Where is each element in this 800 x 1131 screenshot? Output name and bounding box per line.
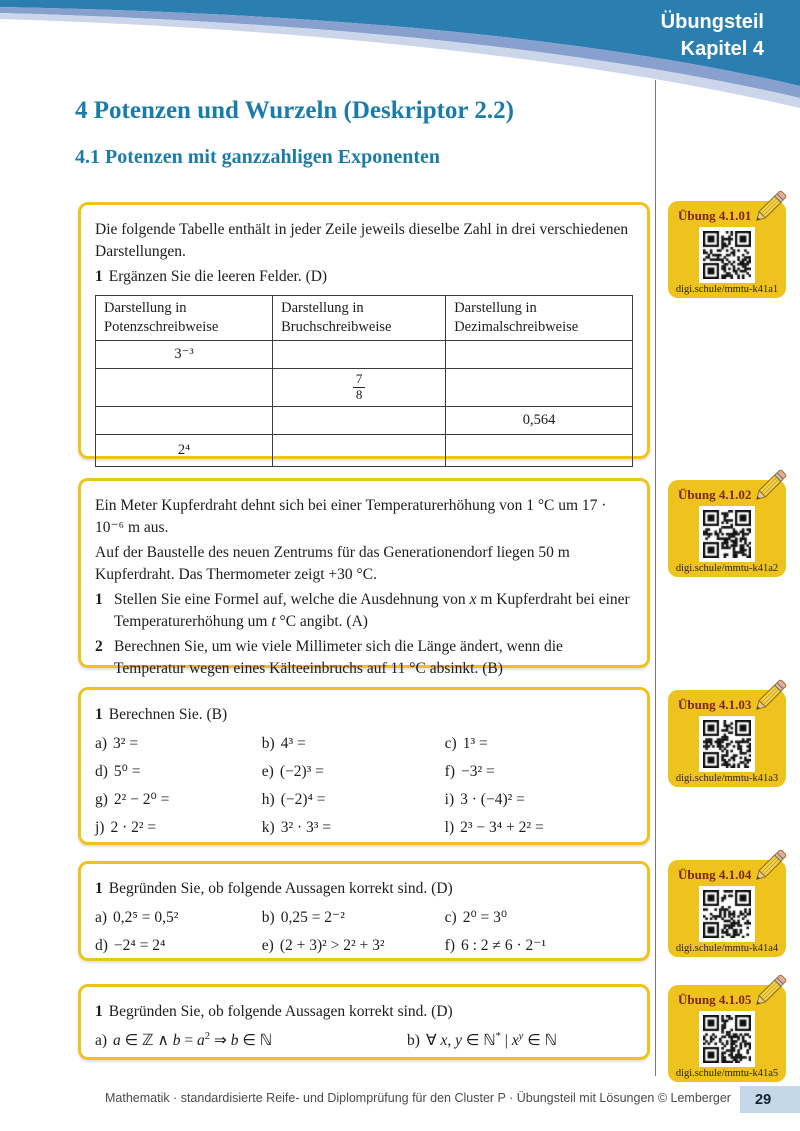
task-number: 1: [95, 880, 103, 897]
math-expression: 4³ =: [280, 734, 306, 752]
footer-imprint: Mathematik · standardisierte Reife- und Diplomprüfung für den Cluster P · Übungsteil mit Lösungen © Lemberger: [105, 1091, 731, 1105]
cell-empty: [96, 369, 273, 407]
qr-code: [703, 720, 751, 768]
col-header-dezimal: Darstellung in Dezimalschreibweise: [446, 295, 633, 340]
qr-badge-ubung-4-1-02: [668, 480, 786, 577]
math-item-f: f) −3² =: [444, 762, 495, 780]
math-item-g: g) 2² − 2⁰ =: [95, 790, 170, 808]
math-item-h: h) (−2)⁴ =: [261, 790, 326, 808]
exercise-box-3: [78, 687, 650, 845]
qr-frame: [699, 227, 755, 283]
task-number: 1: [95, 268, 103, 285]
cell-empty: [446, 435, 633, 467]
math-item-c: c) 2⁰ = 3⁰: [444, 908, 508, 926]
pencil-icon: [748, 844, 792, 888]
badge-url[interactable]: digi.schule/mmtu-k41a5: [675, 1068, 779, 1079]
math-expression: 3² · 3³ =: [280, 818, 332, 836]
exercise2-item-2: [95, 636, 633, 679]
badge-url[interactable]: digi.schule/mmtu-k41a1: [675, 284, 779, 295]
badge-url[interactable]: digi.schule/mmtu-k41a2: [675, 563, 779, 574]
exercise-box-4: [78, 861, 650, 961]
exercise-box-1: [78, 202, 650, 459]
math-item-a: a) 0,2⁵ = 0,5²: [95, 908, 179, 926]
qr-badge-ubung-4-1-05: [668, 985, 786, 1082]
task-number: 1: [95, 591, 103, 608]
math-item-b: b) ∀ x, y ∈ ℕ* | $x^y$ ∈ ℕ: [407, 1030, 558, 1049]
math-item-c: c) 1³ =: [444, 734, 488, 752]
cell-value: 2⁴: [96, 435, 273, 467]
badge-label: Übung 4.1.03: [678, 697, 752, 712]
table-row: [96, 406, 633, 435]
badge-label: Übung 4.1.05: [678, 992, 752, 1007]
math-expression: 5⁰ =: [113, 762, 141, 780]
math-item-k: k) 3² · 3³ =: [261, 818, 332, 836]
section-title: 4.1 Potenzen mit ganzzahligen Exponenten: [75, 146, 440, 168]
math-item-e: e) (2 + 3)² > 2² + 3²: [261, 936, 385, 954]
fraction-denominator: 8: [355, 386, 363, 402]
exercise-box-5: [78, 984, 650, 1060]
qr-code: [703, 231, 751, 279]
qr-badge-ubung-4-1-03: [668, 690, 786, 787]
math-expression: 3² =: [113, 734, 139, 752]
math-expression: 1³ =: [462, 734, 488, 752]
math-item-e: e) (−2)³ =: [261, 762, 324, 780]
header-line-2: Kapitel 4: [680, 38, 764, 60]
table-row: [96, 369, 633, 407]
math-item-b: b) 4³ =: [261, 734, 306, 752]
qr-badge-ubung-4-1-04: [668, 860, 786, 957]
cell-empty: [96, 406, 273, 435]
qr-badge-ubung-4-1-01: [668, 201, 786, 298]
qr-code: [703, 1015, 751, 1063]
math-item-j: j) 2 · 2² =: [95, 818, 157, 836]
pencil-icon: [748, 464, 792, 508]
cell-value: 0,564: [446, 406, 633, 435]
pencil-icon: [748, 185, 792, 229]
math-expression: 2² − 2⁰ =: [113, 790, 170, 808]
cell-empty: [446, 369, 633, 407]
pencil-icon: [748, 674, 792, 718]
badge-label: Übung 4.1.02: [678, 487, 752, 502]
table-row: [96, 435, 633, 467]
math-item-f: f) 6 : 2 ≠ 6 · 2⁻¹: [444, 936, 547, 954]
math-expression: 2³ − 3⁴ + 2² =: [460, 818, 544, 836]
exercise4-task: [95, 878, 633, 900]
math-item-d: d) 5⁰ =: [95, 762, 141, 780]
math-expression: (−2)³ =: [279, 762, 324, 780]
qr-frame: [699, 716, 755, 772]
math-expression: ∀ x, y ∈ ℕ* | $x^y$ ∈ ℕ: [425, 1030, 558, 1049]
task-text: Stellen Sie eine Formel auf, welche die Ausdehnung von x m Kupferdraht bei einer Temperaturerhöhung um t °C angibt. (A): [114, 591, 630, 630]
task-text: Berechnen Sie. (B): [108, 706, 228, 723]
math-expression: 0,25 = 2⁻²: [280, 908, 345, 926]
math-expression: 3 · (−4)² =: [460, 790, 525, 808]
exercise3-task: [95, 704, 633, 726]
math-item-l: l) 2³ − 3⁴ + 2² =: [444, 818, 544, 836]
math-expression: (−2)⁴ =: [280, 790, 326, 808]
qr-frame: [699, 1011, 755, 1067]
math-expression: 6 : 2 ≠ 6 · 2⁻¹: [461, 936, 547, 954]
math-item-i: i) 3 · (−4)² =: [444, 790, 525, 808]
col-header-potenz: Darstellung in Potenzschreibweise: [96, 295, 273, 340]
math-expression: 2 · 2² =: [110, 818, 157, 836]
pencil-icon: [748, 969, 792, 1013]
cell-empty: [446, 340, 633, 369]
task-text: Begründen Sie, ob folgende Aussagen korrekt sind. (D): [108, 1003, 453, 1020]
badge-label: Übung 4.1.01: [678, 208, 752, 223]
badge-label: Übung 4.1.04: [678, 867, 752, 882]
cell-empty: [273, 406, 446, 435]
math-expression: −3² =: [461, 762, 495, 780]
math-item-a: a) 3² =: [95, 734, 139, 752]
exercise5-task: [95, 1001, 633, 1023]
math-item-a: a) a ∈ ℤ ∧ $b = a^2$ ⇒ b ∈ ℕ: [95, 1030, 273, 1049]
exercise4-grid: [95, 907, 633, 957]
math-item-b: b) 0,25 = 2⁻²: [261, 908, 345, 926]
cell-empty: [273, 340, 446, 369]
task-number: 1: [95, 706, 103, 723]
task-number: 2: [95, 638, 103, 655]
math-expression: a ∈ ℤ ∧ $b = a^2$ ⇒ b ∈ ℕ: [113, 1030, 273, 1049]
math-expression: 0,2⁵ = 0,5²: [113, 908, 179, 926]
task-text: Berechnen Sie, um wie viele Millimeter sich die Länge ändert, wenn die Temperatur wegen eines Kälteeinbruchs auf 11 °C absinkt. (B): [114, 638, 563, 677]
exercise1-task: [95, 266, 633, 288]
fraction: [353, 372, 366, 403]
table-header-row: [96, 295, 633, 340]
margin-divider-line: [655, 80, 656, 1076]
exercise1-intro: Die folgende Tabelle enthält in jeder Zeile jeweils dieselbe Zahl in drei verschiedenen Darstellungen.: [95, 221, 629, 260]
math-expression: −2⁴ = 2⁴: [113, 936, 166, 954]
task-text: Ergänzen Sie die leeren Felder. (D): [108, 268, 328, 285]
badge-url[interactable]: digi.schule/mmtu-k41a4: [675, 943, 779, 954]
exercise2-item-1: [95, 589, 633, 632]
exercise3-grid: [95, 733, 633, 839]
task-text: Begründen Sie, ob folgende Aussagen korrekt sind. (D): [108, 880, 453, 897]
page-number: 29: [755, 1091, 772, 1108]
fraction-numerator: 7: [353, 372, 366, 388]
badge-url[interactable]: digi.schule/mmtu-k41a3: [675, 773, 779, 784]
math-expression: (2 + 3)² > 2² + 3²: [279, 936, 385, 954]
cell-value: 3⁻³: [96, 340, 273, 369]
math-item-d: d) −2⁴ = 2⁴: [95, 936, 166, 954]
qr-frame: [699, 506, 755, 562]
exercise2-paragraph-1: Ein Meter Kupferdraht dehnt sich bei einer Temperaturerhöhung von 1 °C um 17 · 10⁻⁶ m aus.: [95, 497, 607, 536]
exercise2-paragraph-2: Auf der Baustelle des neuen Zentrums für das Generationendorf liegen 50 m Kupferdraht. Das Thermometer zeigt +30 °C.: [95, 544, 570, 583]
representation-table: [95, 295, 633, 468]
header-line-1: Übungsteil: [660, 11, 764, 33]
qr-frame: [699, 886, 755, 942]
cell-fraction: [273, 369, 446, 407]
task-number: 1: [95, 1003, 103, 1020]
cell-empty: [273, 435, 446, 467]
header-chapter-label: [661, 9, 764, 63]
col-header-bruch: Darstellung in Bruchschreibweise: [273, 295, 446, 340]
table-row: [96, 340, 633, 369]
exercise5-grid: [95, 1030, 633, 1052]
chapter-title: 4 Potenzen und Wurzeln (Deskriptor 2.2): [75, 97, 514, 124]
exercise-box-2: [78, 478, 650, 677]
math-expression: 2⁰ = 3⁰: [462, 908, 508, 926]
page-number-box: [740, 1086, 800, 1113]
qr-code: [703, 890, 751, 938]
qr-code: [703, 510, 751, 558]
